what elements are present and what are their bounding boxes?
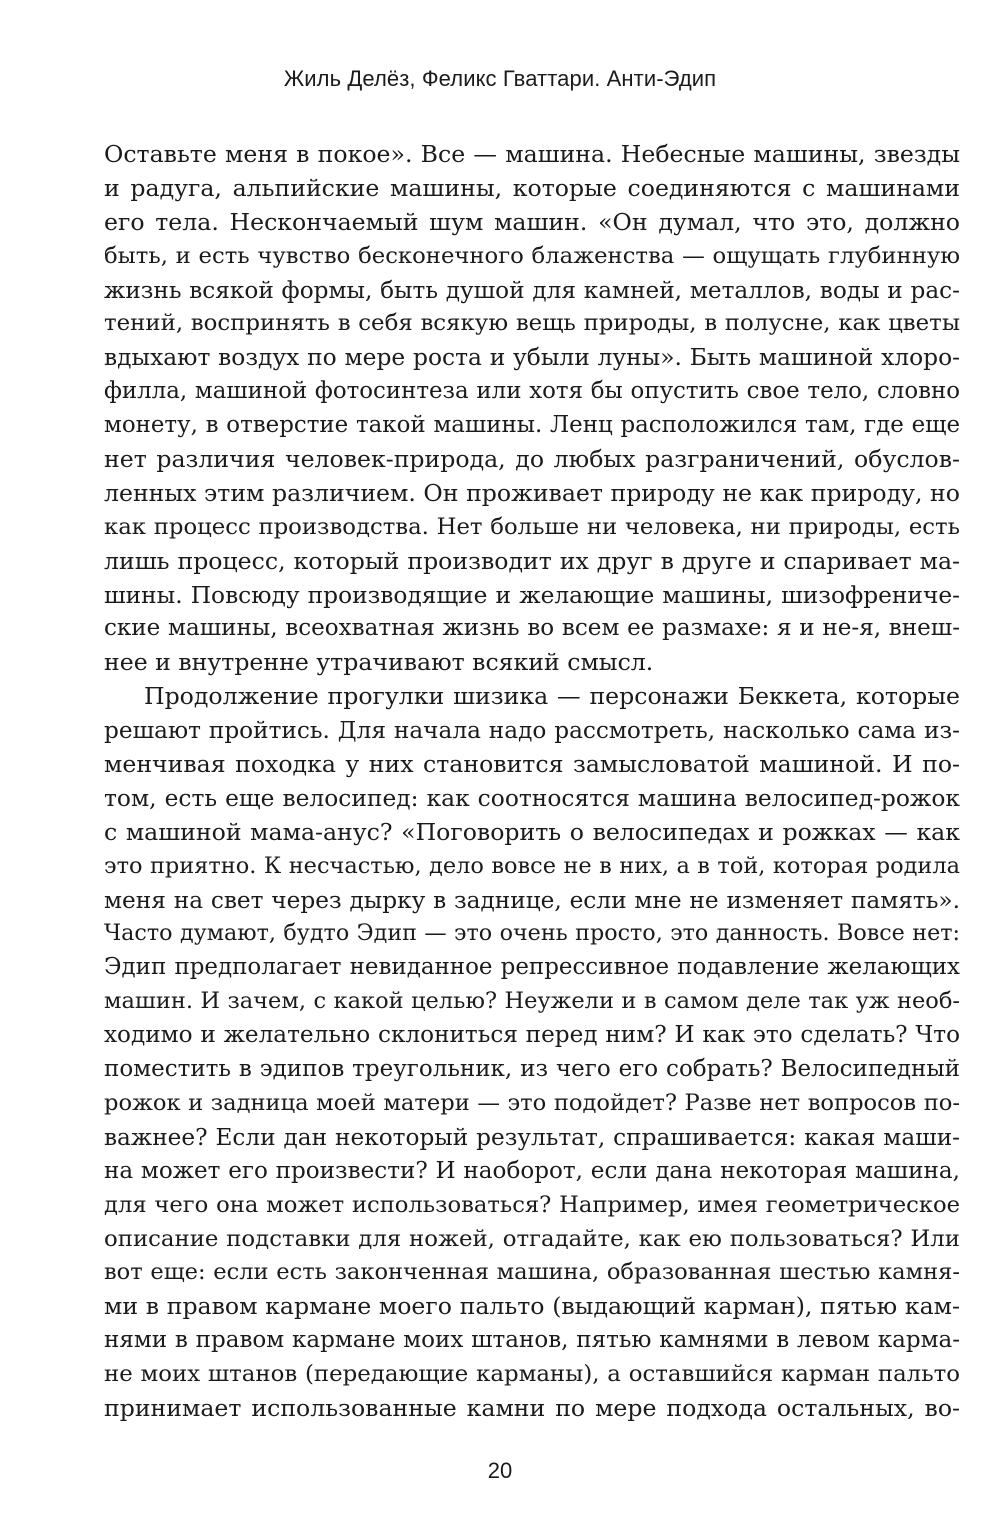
text-line: вот еще: если есть законченная машина, образованная шестью камня- [104, 1259, 960, 1286]
text-line: не моих штанов (передающие карманы), а оставшийся карман пальто [104, 1361, 960, 1388]
text-line: том, есть еще велосипед: как соотносятся машина велосипед-рожок [104, 783, 960, 812]
text-line: его тела. Нескончаемый шум машин. «Он думал, что это, должно [104, 207, 960, 236]
body-text [104, 138, 960, 1426]
text-line: на может его произвести? И наоборот, если дана некоторая машина, [104, 1157, 960, 1184]
text-line: это приятно. К несчастью, дело вовсе не в них, а в той, которая родила [104, 852, 960, 879]
text-line: Часто думают, будто Эдип — это очень просто, это данность. Вовсе нет: [104, 920, 960, 947]
text-line: Эдип предполагает невиданное репрессивное подавление желающих [104, 954, 960, 981]
text-line: с машиной мама-анус? «Поговорить о велосипедах и рожках — как [104, 817, 960, 846]
text-line: машин. И зачем, с какой целью? Неужели и в самом деле так уж необ- [104, 988, 960, 1015]
text-line: меня на свет через дырку в заднице, если мне не изменяет память». [104, 886, 960, 914]
text-line: менчивая походка у них становится замысловатой машиной. И по- [104, 750, 960, 779]
text-line: шины. Повсюду производящие и желающие машины, шизофрениче- [104, 581, 960, 609]
page-number: 20 [487, 1458, 513, 1483]
text-line: описание подставки для ножей, отгадайте, как ею пользоваться? Или [104, 1225, 960, 1252]
text-line: нет различия человек-природа, до любых разграничений, обуслов- [104, 445, 960, 474]
text-line: решают пройтись. Для начала надо рассмотреть, насколько сама из- [104, 717, 960, 745]
paragraph [104, 680, 960, 1426]
text-line: тений, воспринять в себя всякую вещь природы, в полусне, как цветы [104, 310, 960, 337]
text-line: быть, и есть чувство бесконечного блаженства — ощущать глубинную [104, 242, 960, 269]
text-line: рожок и задница моей матери — это подойдет? Разве нет вопросов по- [104, 1089, 960, 1116]
text-line: жизнь всякой формы, быть душой для камней, металлов, воды и рас- [104, 276, 960, 304]
text-line: ские машины, всеохватная жизнь во всем ее размахе: я и не-я, внеш- [104, 615, 960, 642]
text-line: ходимо и желательно склониться перед ним? И как это сделать? Что [104, 1022, 960, 1049]
running-title: Жиль Делёз, Феликс Гваттари. Анти-Эдип [283, 66, 717, 91]
text-line: лишь процесс, который производит их друг в друге и спаривает ма- [104, 546, 960, 575]
text-line: вдыхают воздух по мере роста и убыли луны». Быть машиной хлоро- [104, 343, 960, 372]
text-line: нями в правом кармане моих штанов, пятью камнями в левом карма- [104, 1327, 960, 1354]
text-line: для чего она может использоваться? Например, имея геометрическое [104, 1191, 960, 1218]
text-line: принимает использованные камни по мере подхода остальных, во- [104, 1393, 960, 1422]
text-line: филла, машиной фотосинтеза или хотя бы опустить свое тело, словно [104, 378, 960, 405]
text-line: Продолжение прогулки шизика — персонажи Беккета, которые [144, 682, 960, 711]
text-line: поместить в эдипов треугольник, из чего его собрать? Велосипедный [104, 1056, 960, 1083]
text-line: и радуга, альпийские машины, которые соединяются с машинами [104, 173, 960, 202]
text-line: монету, в отверстие такой машины. Ленц расположился там, где еще [104, 412, 960, 439]
text-line: ми в правом кармане моего пальто (выдающий карман), пятью кам- [104, 1292, 960, 1321]
text-line: ленных этим различием. Он проживает природу не как природу, но [104, 478, 960, 507]
paragraph [104, 138, 960, 680]
text-line: важнее? Если дан некоторый результат, спрашивается: какая маши- [104, 1123, 960, 1151]
text-line: нее и внутренне утрачивают всякий смысл. [104, 648, 654, 677]
text-line: Оставьте меня в покое». Все — машина. Небесные машины, звезды [104, 140, 960, 168]
text-line: как процесс производства. Нет больше ни человека, ни природы, есть [104, 513, 960, 540]
